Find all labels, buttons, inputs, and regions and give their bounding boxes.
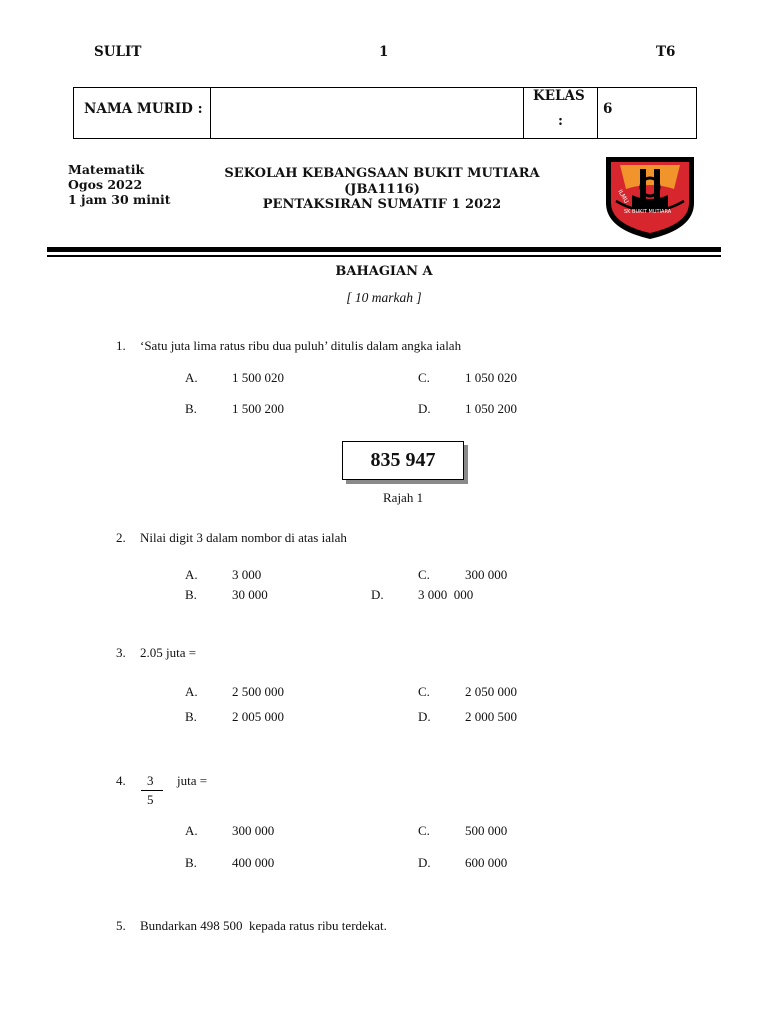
q1-option-d-value[interactable]: 1 050 200 <box>465 401 517 416</box>
subject-name: Matematik <box>68 162 145 177</box>
q4-option-a-value[interactable]: 300 000 <box>232 823 275 838</box>
section-title: BAHAGIAN A <box>335 264 433 279</box>
q2-option-d-value[interactable]: 3 000 000 <box>418 587 474 602</box>
school-heading <box>222 166 542 213</box>
school-name: SEKOLAH KEBANGSAAN BUKIT MUTIARA <box>224 166 540 181</box>
question-1-number: 1. <box>116 338 126 353</box>
figure-number-box: 835 947 <box>342 441 464 480</box>
assessment-title: PENTAKSIRAN SUMATIF 1 2022 <box>262 197 502 212</box>
q3-option-b-value[interactable]: 2 005 000 <box>232 709 284 724</box>
fraction-bar <box>141 790 163 791</box>
header-divider-thin <box>47 255 721 257</box>
q1-option-c-key[interactable]: C. <box>418 370 430 385</box>
question-5-number: 5. <box>116 918 126 933</box>
logo-banner-bottom: SK BUKIT MUTIARA <box>624 209 672 215</box>
question-2-text: Nilai digit 3 dalam nombor di atas ialah <box>140 530 347 545</box>
q1-option-b-value[interactable]: 1 500 200 <box>232 401 284 416</box>
header-left: SULIT <box>94 44 142 60</box>
exam-date: Ogos 2022 <box>68 177 143 192</box>
q3-option-d-key[interactable]: D. <box>418 709 431 724</box>
subject-info <box>68 162 171 207</box>
header-divider-thick <box>47 247 721 252</box>
q2-option-a-value[interactable]: 3 000 <box>232 567 262 582</box>
q2-option-d-key[interactable]: D. <box>371 587 384 602</box>
q3-option-c-value[interactable]: 2 050 000 <box>465 684 517 699</box>
name-field[interactable] <box>210 88 524 138</box>
q4-option-b-value[interactable]: 400 000 <box>232 855 275 870</box>
q1-option-d-key[interactable]: D. <box>418 401 431 416</box>
class-field[interactable] <box>597 88 696 138</box>
class-label: KELAS <box>533 88 585 104</box>
question-4-text: juta = <box>177 773 208 788</box>
q2-option-b-key[interactable]: B. <box>185 587 197 602</box>
school-code: (JBA1116) <box>344 181 420 197</box>
question-5-text: Bundarkan 498 500 kepada ratus ribu terdekat. <box>140 918 387 933</box>
q2-option-a-key[interactable]: A. <box>185 567 198 582</box>
q3-option-d-value[interactable]: 2 000 500 <box>465 709 517 724</box>
student-info-box <box>73 87 697 139</box>
q3-option-c-key[interactable]: C. <box>418 684 430 699</box>
question-1-text: ‘Satu juta lima ratus ribu dua puluh’ ditulis dalam angka ialah <box>140 338 462 353</box>
header-right: T6 <box>656 44 676 60</box>
q2-option-b-value[interactable]: 30 000 <box>232 587 268 602</box>
q4-option-a-key[interactable]: A. <box>185 823 198 838</box>
logo-banner-top: ILMU <box>616 188 630 205</box>
q3-option-b-key[interactable]: B. <box>185 709 197 724</box>
fraction-denominator: 5 <box>147 792 154 807</box>
section-marks: [ 10 markah ] <box>346 290 422 305</box>
q1-option-a-key[interactable]: A. <box>185 370 198 385</box>
class-value: 6 <box>603 101 613 117</box>
q3-option-a-key[interactable]: A. <box>185 684 198 699</box>
q4-option-d-key[interactable]: D. <box>418 855 431 870</box>
q4-option-c-key[interactable]: C. <box>418 823 430 838</box>
q2-option-c-key[interactable]: C. <box>418 567 430 582</box>
class-colon: : <box>558 113 563 129</box>
question-2-number: 2. <box>116 530 126 545</box>
q4-option-c-value[interactable]: 500 000 <box>465 823 508 838</box>
name-label: NAMA MURID : <box>84 101 203 117</box>
question-3-number: 3. <box>116 645 126 660</box>
question-3-text: 2.05 juta = <box>140 645 197 660</box>
exam-duration: 1 jam 30 minit <box>68 192 171 207</box>
q4-option-d-value[interactable]: 600 000 <box>465 855 508 870</box>
q2-option-c-value[interactable]: 300 000 <box>465 567 508 582</box>
q3-option-a-value[interactable]: 2 500 000 <box>232 684 284 699</box>
q1-option-b-key[interactable]: B. <box>185 401 197 416</box>
school-logo <box>602 151 698 241</box>
q4-option-b-key[interactable]: B. <box>185 855 197 870</box>
fraction-numerator: 3 <box>147 773 154 788</box>
question-4-number: 4. <box>116 773 126 788</box>
class-label-cell <box>523 88 598 138</box>
figure-caption: Rajah 1 <box>383 490 424 505</box>
q1-option-a-value[interactable]: 1 500 020 <box>232 370 284 385</box>
header-page-number: 1 <box>379 44 389 60</box>
q1-option-c-value[interactable]: 1 050 020 <box>465 370 517 385</box>
